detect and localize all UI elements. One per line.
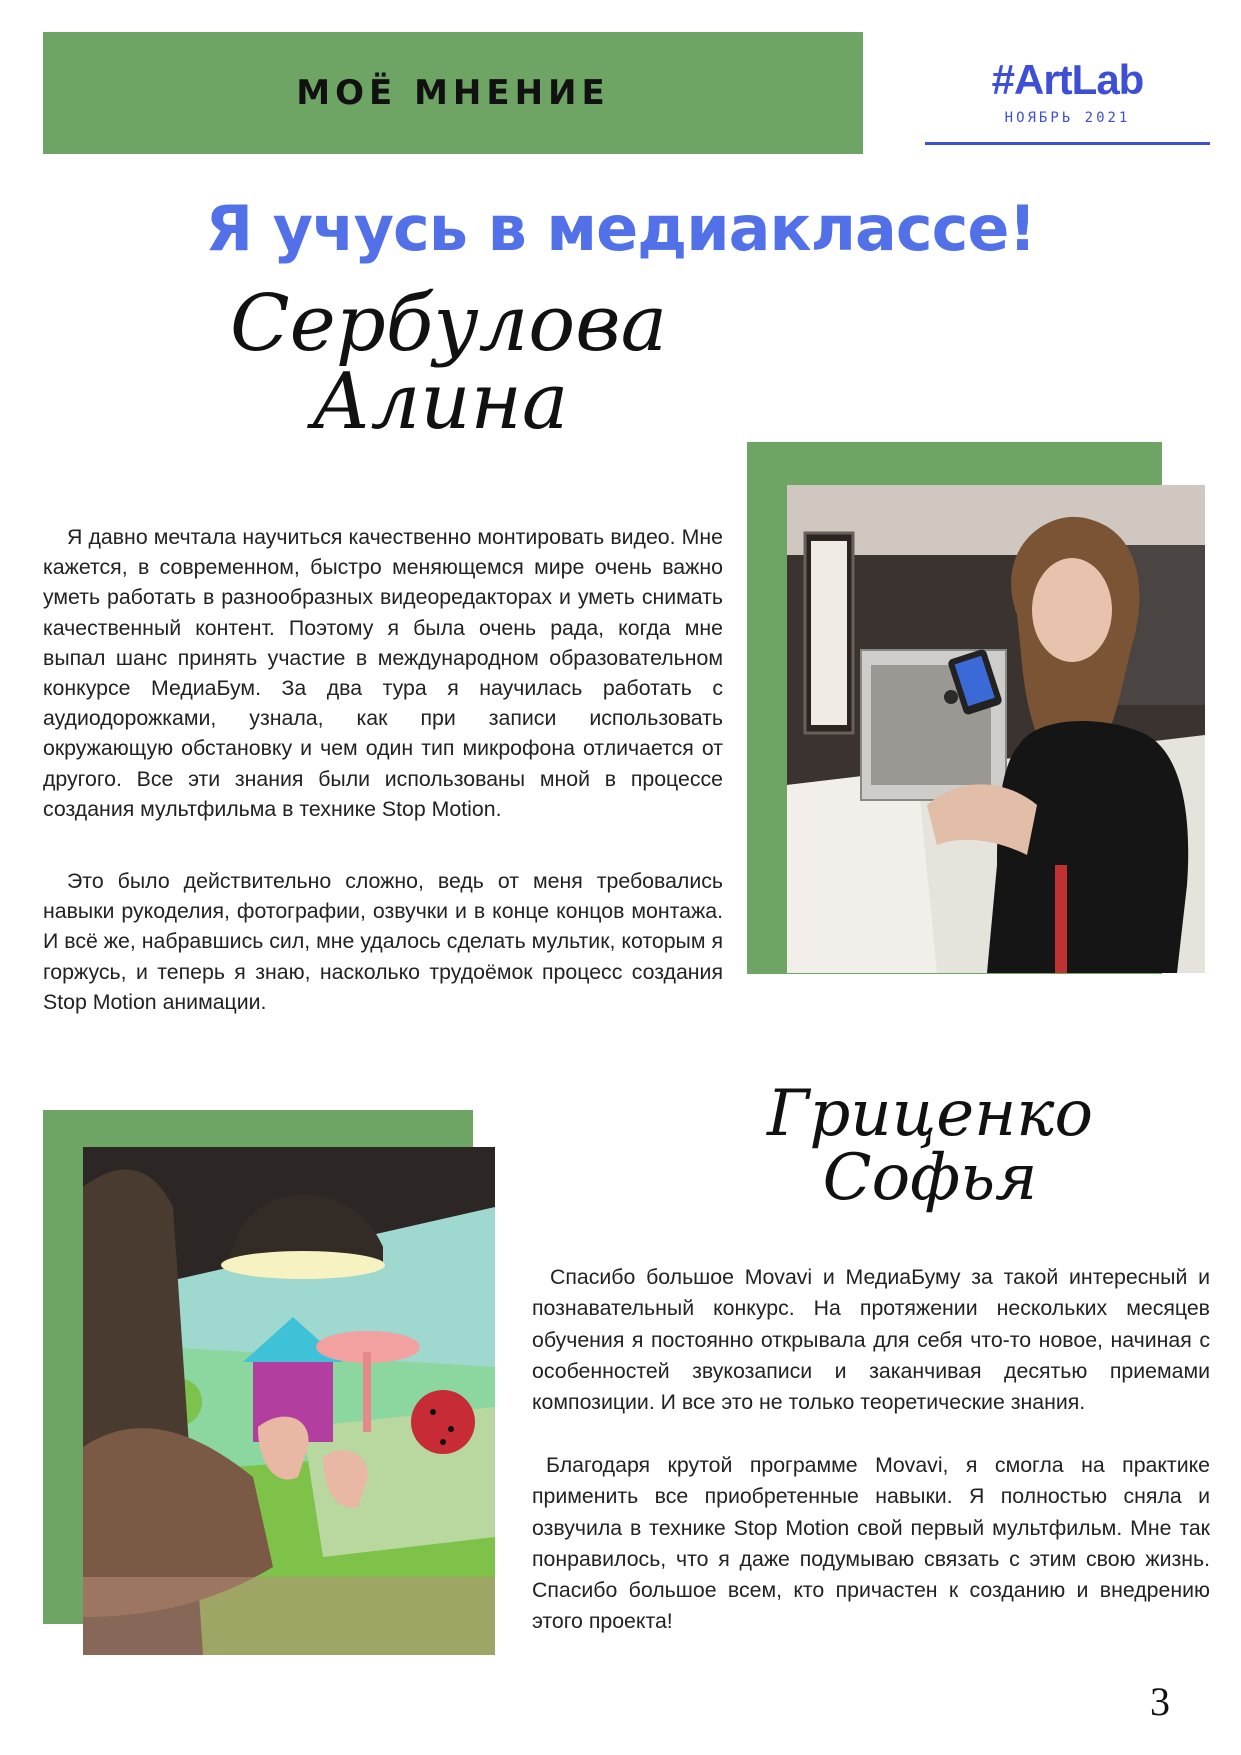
brand-divider xyxy=(925,142,1210,145)
brand-block xyxy=(925,56,1210,126)
section-label: МОЁ МНЕНИЕ xyxy=(296,73,610,113)
issue-date: НОЯБРЬ 2021 xyxy=(1004,110,1131,126)
student2-photo xyxy=(83,1147,495,1655)
student1-photo-illustration xyxy=(787,485,1205,973)
article-title: Я учусь в медиаклассе! xyxy=(205,192,1036,265)
student2-paragraph-2: Благодаря крутой программе Movavi, я смогла на практике применить все приобретенные навыки. Я полностью сняла и озвучила в технике Stop Motion свой первый мультфильм. Мне так понравилось, что я даже подумываю связать с этим свою жизнь. Спасибо большое всем, кто причастен к созданию и внедрению этого проекта! xyxy=(532,1453,1210,1634)
student2-firstname: Софья xyxy=(822,1141,1038,1215)
student1-paragraph-1: Я давно мечтала научиться качественно монтировать видео. Мне кажется, в современном, быстро меняющемся мире очень важно уметь работать в разнообразных видеоредакторах и уметь снимать качественный контент. Поэтому я была очень рада, когда мне выпал шанс принять участие в международном образовательном конкурсе МедиаБум. За два тура я научилась работать с аудиодорожками, узнала, как при записи использовать окружающую обстановку и чем один тип микрофона отличается от другого. Все эти знания были использованы мной в процессе создания мультфильма в технике Stop Motion. xyxy=(43,525,723,821)
student1-signature xyxy=(230,279,668,447)
student2-signature xyxy=(760,1077,1100,1215)
student1-paragraph-2: Это было действительно сложно, ведь от меня требовались навыки рукоделия, фотографии, озвучки и в конце концов монтажа. И всё же, набравшись сил, мне удалось сделать мультик, которым я горжусь, и теперь я знаю, насколько трудоёмок процесс создания Stop Motion анимации. xyxy=(43,869,723,1014)
student1-photo xyxy=(787,485,1205,973)
student1-firstname: Алина xyxy=(311,357,569,447)
student1-surname: Сербулова xyxy=(230,279,668,369)
brand-name: #ArtLab xyxy=(991,56,1144,103)
student2-paragraph-1: Спасибо большое Movavi и МедиаБуму за такой интересный и познавательный конкурс. На протяжении нескольких месяцев обучения я постоянно открывала для себя что-то новое, начиная с особенностей звукозаписи и заканчивая десятью приемами композиции. И все это не только теоретические знания. xyxy=(532,1265,1210,1415)
page-number: 3 xyxy=(1150,1679,1170,1724)
student2-surname: Гриценко xyxy=(767,1077,1093,1151)
section-banner xyxy=(43,32,863,154)
student2-photo-illustration xyxy=(83,1147,495,1655)
